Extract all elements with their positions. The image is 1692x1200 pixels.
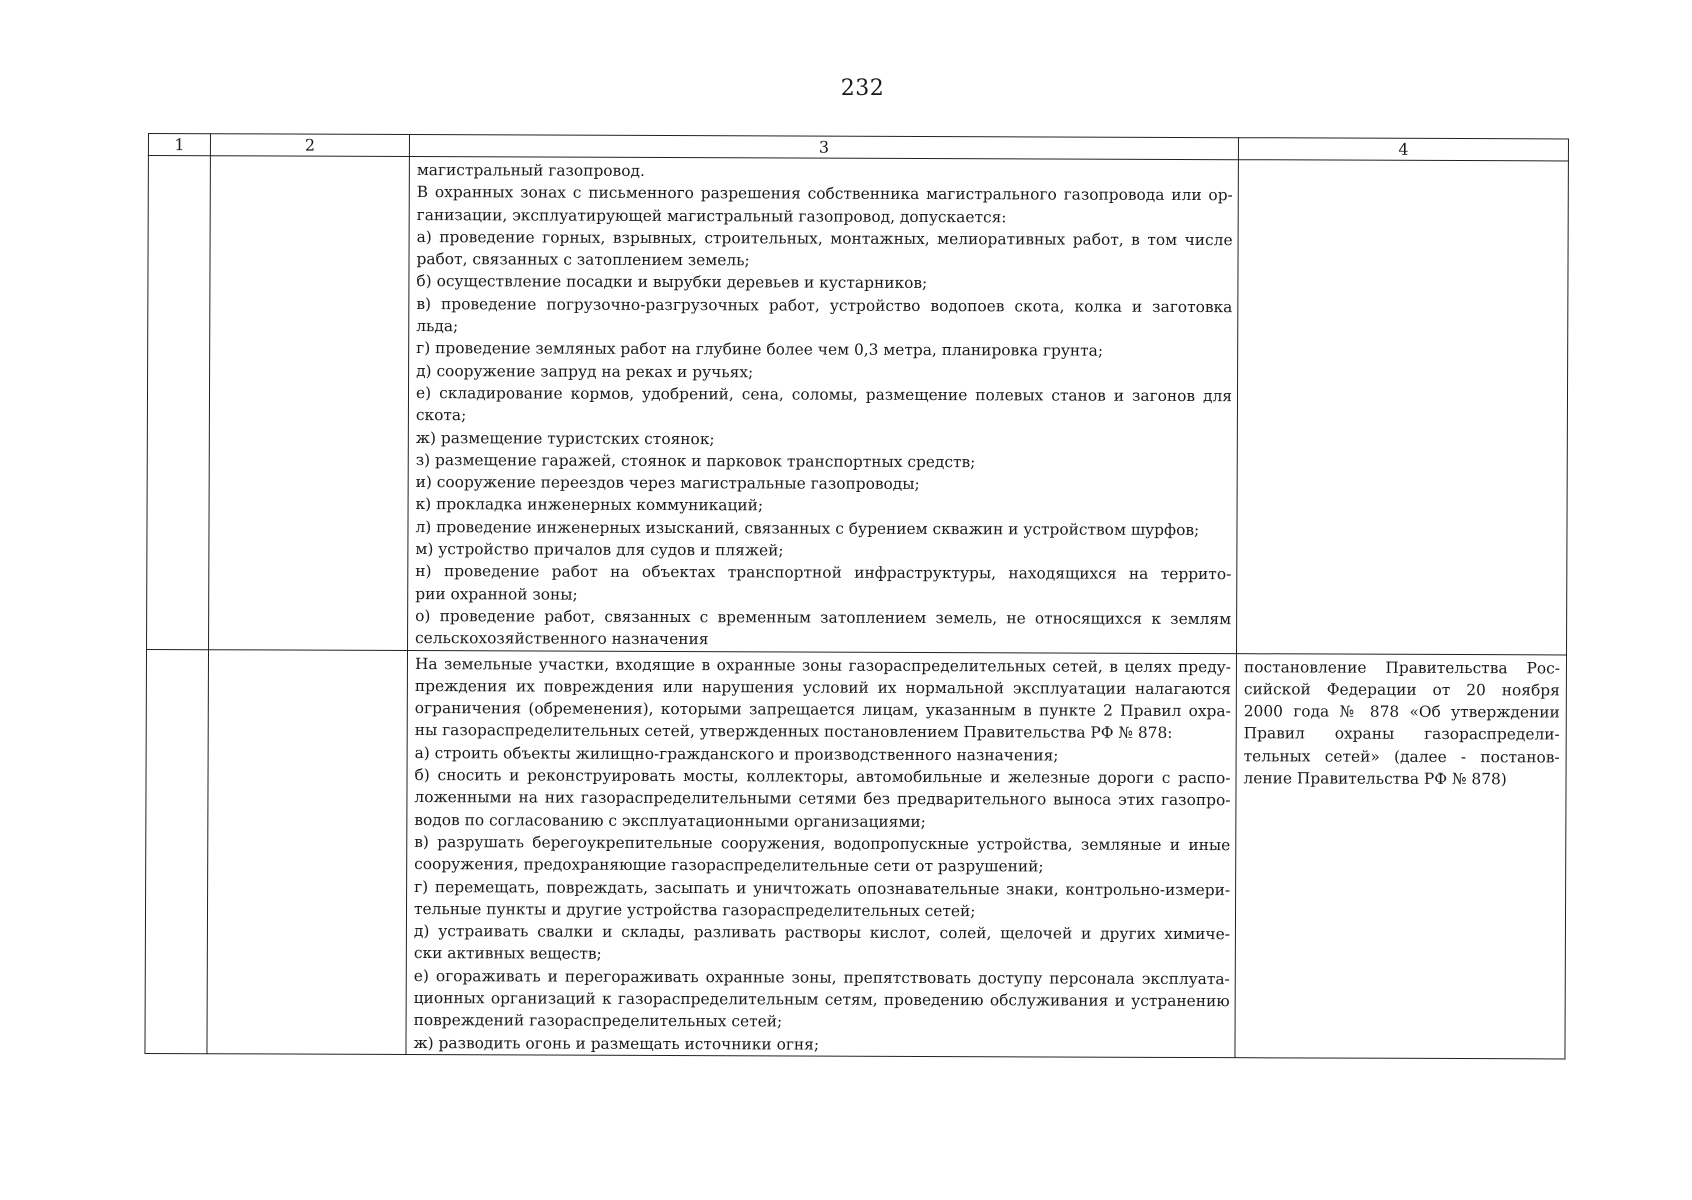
text-line: ж) разводить огонь и размещать источники огня;	[413, 1033, 820, 1054]
row2-reference-text	[1236, 654, 1566, 791]
text-line: тельных сетей» (далее - постанов-	[1243, 746, 1560, 767]
text-line: о) проведение работ, связанных с временным затоплением земель, не относящихся к землям	[415, 606, 1232, 629]
text-line: а) проведение горных, взрывных, строительных, монтажных, мелиоративных работ, в том числе	[416, 227, 1233, 250]
text-line: повреждений газораспределительных сетей;	[413, 1011, 783, 1031]
column-header-4: 4	[1238, 138, 1568, 161]
table-row	[145, 649, 1567, 1059]
text-line: льда;	[416, 317, 459, 336]
text-line: ганизации, эксплуатирующей магистральный газопровод, допускается:	[416, 205, 1007, 226]
text-line: г) проведение земляных работ на глубине более чем 0,3 метра, планировка грунта;	[416, 339, 1104, 361]
row1-restrictions-text	[408, 157, 1238, 653]
text-line: рии охранной зоны;	[415, 584, 578, 604]
text-line: е) огораживать и перегораживать охранные зоны, препятствовать доступу персонала эксплуата-	[413, 966, 1230, 988]
row2-col3-cell	[406, 650, 1237, 1058]
text-line: сийской Федерации от 20 ноября	[1243, 680, 1560, 700]
row1-col2-cell	[209, 156, 410, 650]
text-line: и) сооружение переездов через магистральные газопроводы;	[415, 473, 920, 494]
row1-col3-cell	[408, 157, 1239, 654]
text-line: б) сносить и реконструировать мосты, коллекторы, автомобильные и железные дороги с распо-	[414, 766, 1231, 788]
text-line: ление Правительства РФ № 878)	[1243, 769, 1507, 789]
text-line: а) строить объекты жилищно-гражданского и производственного назначения;	[414, 743, 1059, 765]
text-line: в) проведение погрузочно-разгрузочных работ, устройство водопоев скота, колка и заготовка	[416, 294, 1233, 316]
row1-reference-text	[1239, 160, 1568, 163]
text-line: м) устройство причалов для судов и пляжей;	[415, 540, 784, 560]
text-line: ционных организаций к газораспределительным сетям, проведению обслуживания и устранению	[413, 989, 1230, 1011]
text-line: г) перемещать, повреждать, засыпать и уничтожать опознавательные знаки, контрольно-измери-	[414, 877, 1231, 899]
column-header-3: 3	[409, 135, 1238, 160]
text-line: ложенными на них газораспределительными сетями без предварительного выноса этих газопро-	[414, 788, 1231, 810]
row1-col1-cell	[147, 156, 211, 650]
table-row	[147, 156, 1569, 655]
row2-restrictions-text	[406, 651, 1236, 1058]
column-header-1: 1	[148, 134, 210, 156]
row2-col1-cell	[145, 649, 209, 1054]
text-line: преждения их повреждения или нарушения условий их нормальной эксплуатации налагаются	[414, 676, 1231, 698]
row2-col2-cell	[207, 649, 408, 1054]
page-number: 232	[840, 76, 885, 101]
text-line: ны газораспределительных сетей, утвержденных постановлением Правительства РФ № 878:	[414, 721, 1173, 743]
text-line: работ, связанных с затоплением земель;	[416, 250, 750, 270]
row1-col4-cell	[1237, 160, 1569, 655]
text-line: к) прокладка инженерных коммуникаций;	[415, 495, 764, 515]
text-line: сельскохозяйственного назначения	[415, 629, 709, 649]
text-line: На земельные участки, входящие в охранные зоны газораспределительных сетей, в целях преду-	[414, 654, 1231, 676]
text-line: в) разрушать берегоукрепительные сооружения, водопропускные устройства, земляные и иные	[414, 832, 1231, 855]
text-line: магистральный газопровод.	[416, 161, 645, 180]
text-line: ограничения (обременения), которыми запрещается лицам, указанным в пункте 2 Правил охра-	[414, 699, 1231, 721]
text-line: В охранных зонах с письменного разрешения собственника магистрального газопровода или ор-	[416, 183, 1233, 205]
text-line: постановление Правительства Рос-	[1243, 657, 1560, 677]
text-line: Правил охраны газораспредели-	[1243, 724, 1560, 744]
text-line: тельные пункты и другие устройства газораспределительных сетей;	[413, 899, 976, 920]
text-line: б) осуществление посадки и вырубки деревьев и кустарников;	[416, 272, 928, 293]
text-line: е) складирование кормов, удобрений, сена, соломы, размещение полевых станов и загонов для	[415, 383, 1233, 406]
text-line: водов по согласованию с эксплуатационными организациями;	[414, 810, 926, 831]
text-line: з) размещение гаражей, стоянок и парковок транспортных средств;	[415, 450, 976, 472]
text-line: 2000 года № 878 «Об утверждении	[1243, 702, 1560, 722]
row2-col4-cell	[1235, 653, 1567, 1059]
text-line: ски активных веществ;	[413, 944, 602, 964]
text-line: д) сооружение запруд на реках и ручьях;	[416, 361, 754, 381]
text-line: д) устраивать свалки и склады, разливать растворы кислот, солей, щелочей и других химиче-	[413, 922, 1230, 944]
text-line: ж) размещение туристских стоянок;	[415, 428, 715, 448]
document-table	[144, 133, 1569, 1059]
text-line: л) проведение инженерных изысканий, связанных с бурением скважин и устройством шурфов;	[415, 517, 1200, 539]
text-line: н) проведение работ на объектах транспортной инфраструктуры, находящихся на террито-	[415, 562, 1232, 584]
text-line: скота;	[415, 406, 467, 425]
column-header-2: 2	[210, 134, 409, 157]
text-line: сооружения, предохраняющие газораспределительные сети от разрушений;	[414, 855, 1044, 876]
